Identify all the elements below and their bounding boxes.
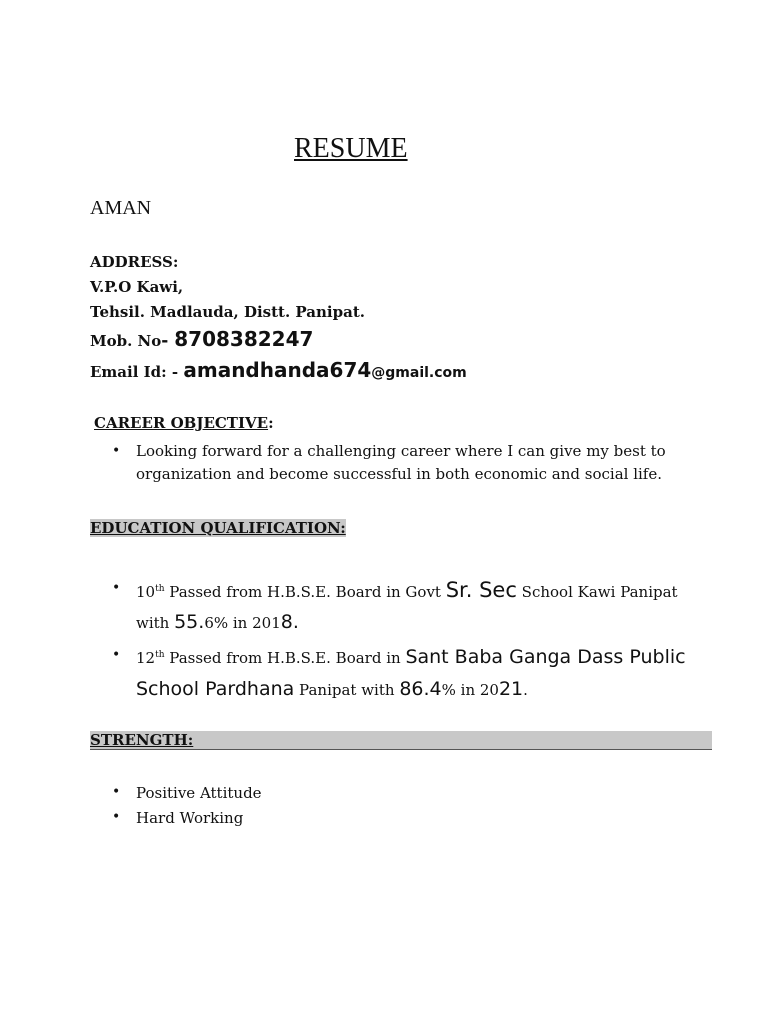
- strength-item: Hard Working: [136, 809, 244, 827]
- edu1-text4: 6% in 201: [204, 614, 281, 632]
- bullet-icon: •: [112, 443, 121, 459]
- bullet-icon: •: [112, 580, 121, 596]
- email-label: Email Id: -: [90, 363, 184, 381]
- edu1-big2: 55.: [174, 611, 205, 633]
- edu2-text4: .: [523, 681, 528, 699]
- bullet-icon: •: [112, 809, 121, 825]
- edu1-sup: th: [155, 584, 165, 594]
- edu2-text1: Passed from H.B.S.E. Board in: [164, 649, 406, 667]
- edu1-text1: Passed from H.B.S.E. Board in Govt: [164, 583, 446, 601]
- mobile-label: Mob. No: [90, 332, 162, 350]
- edu1-text3: with: [136, 614, 175, 632]
- mobile-number: 8708382247: [174, 327, 314, 351]
- address-line-1: V.P.O Kawi,: [90, 278, 184, 296]
- edu2-big2: School Pardhana: [136, 678, 295, 700]
- edu2-big1: Sant Baba Ganga Dass Public: [405, 646, 686, 668]
- career-objective-text: [136, 440, 676, 486]
- edu2-sup: th: [155, 650, 165, 660]
- education-item-10th: [136, 574, 678, 638]
- edu2-big3: 86.4: [399, 678, 442, 700]
- edu1-big3: 8.: [280, 611, 299, 633]
- address-line-2: Tehsil. Madlauda, Distt. Panipat.: [90, 303, 365, 321]
- edu2-text2: Panipat with: [294, 681, 400, 699]
- career-objective-line-2: organization and become successful in both economic and social life.: [136, 465, 663, 483]
- edu1-big1: Sr. Sec: [445, 578, 517, 602]
- career-objective-heading-text: CAREER OBJECTIVE: [94, 414, 269, 432]
- strength-heading: STRENGTH:: [90, 731, 712, 750]
- email-user: amandhanda674: [183, 358, 372, 382]
- career-objective-heading: [94, 414, 274, 432]
- email-row: [90, 358, 467, 382]
- edu2-num: 12: [136, 649, 156, 667]
- career-objective-colon: :: [268, 414, 274, 432]
- mobile-row: [90, 327, 313, 351]
- mobile-sep: -: [161, 331, 175, 351]
- bullet-icon: •: [112, 784, 121, 800]
- strength-item: Positive Attitude: [136, 784, 262, 802]
- bullet-icon: •: [112, 647, 121, 663]
- edu1-num: 10: [136, 583, 156, 601]
- email-domain: @gmail.com: [371, 365, 467, 381]
- page-title: RESUME: [294, 133, 408, 164]
- address-label: ADDRESS:: [90, 253, 179, 271]
- education-heading: EDUCATION QUALIFICATION:: [90, 519, 346, 537]
- edu2-big4: 21: [498, 678, 524, 700]
- edu2-text3: % in 20: [441, 681, 499, 699]
- strength-list: [136, 781, 262, 831]
- education-item-12th: [136, 640, 686, 706]
- candidate-name: AMAN: [90, 197, 152, 219]
- career-objective-line-1: Looking forward for a challenging career where I can give my best to: [136, 442, 666, 460]
- edu1-text2: School Kawi Panipat: [516, 583, 678, 601]
